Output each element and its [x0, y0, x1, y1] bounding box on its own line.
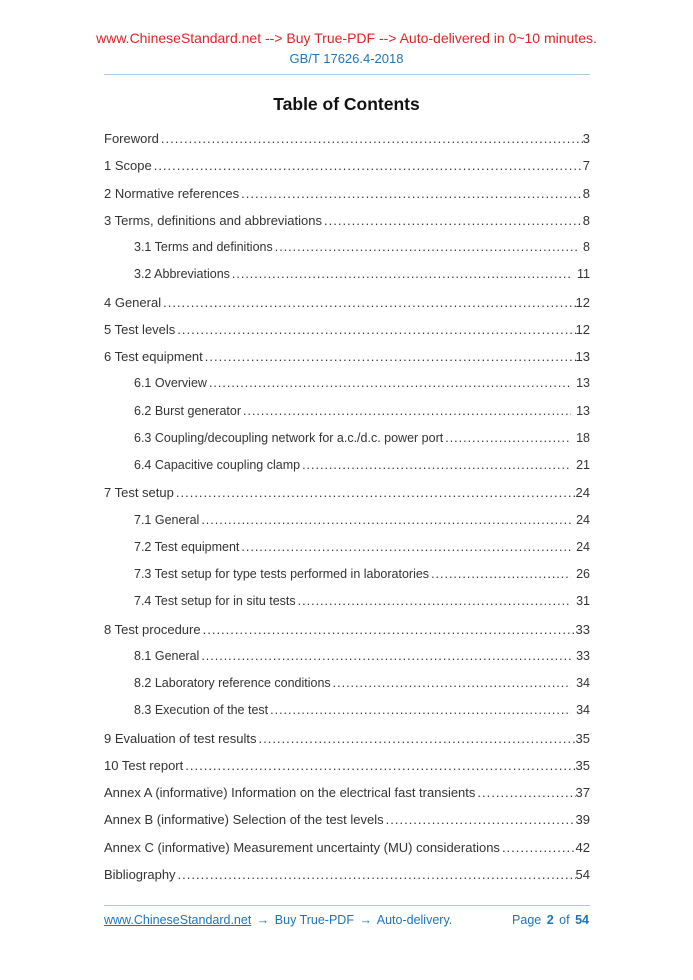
toc-page-number: 12 — [575, 321, 590, 337]
toc-dot-leader — [163, 289, 575, 316]
toc-entry-label: 8.1 General — [134, 648, 200, 663]
toc-row[interactable] — [104, 452, 590, 479]
toc-dot-leader — [154, 152, 583, 179]
toc-page-number: 11 — [577, 267, 590, 282]
toc-entry-label: Annex C (informative) Measurement uncertainty (MU) considerations — [104, 839, 500, 855]
page-label: Page — [512, 913, 542, 927]
toc-row[interactable] — [104, 507, 590, 534]
toc-dot-leader — [209, 370, 571, 397]
toc-dot-leader — [201, 507, 571, 534]
arrow-icon: → — [359, 913, 372, 927]
toc-row[interactable] — [104, 261, 590, 288]
toc-entry-label: 6.1 Overview — [134, 376, 207, 391]
promo-banner: www.ChineseStandard.net --> Buy True-PDF --> Auto-delivered in 0~10 minutes. — [96, 30, 597, 46]
toc-page-number: 24 — [576, 512, 590, 527]
toc-dot-leader — [203, 616, 576, 643]
toc-row[interactable] — [104, 725, 590, 752]
toc-dot-leader — [298, 588, 571, 615]
toc-page-number: 13 — [576, 376, 590, 391]
toc-entry-label: 8.3 Execution of the test — [134, 703, 269, 718]
toc-row[interactable] — [104, 180, 590, 207]
toc-entry-label: 6.2 Burst generator — [134, 403, 242, 418]
toc-row[interactable] — [104, 779, 590, 806]
toc-entry-label: Annex B (informative) Selection of the test levels — [104, 812, 384, 828]
toc-page-number: 18 — [576, 430, 590, 445]
toc-row[interactable] — [104, 752, 590, 779]
toc-row[interactable] — [104, 343, 590, 370]
toc-entry-label: 4 General — [104, 294, 162, 310]
footer — [104, 913, 590, 927]
toc-page-number: 35 — [575, 757, 590, 773]
toc-entry-label: 8.2 Laboratory reference conditions — [134, 676, 331, 690]
toc-dot-leader — [185, 752, 575, 779]
toc-dot-leader — [502, 834, 576, 861]
toc-page-number: 13 — [576, 403, 590, 418]
toc-page-number: 24 — [575, 485, 590, 501]
toc-page-number: 8 — [582, 212, 590, 228]
header-divider — [104, 74, 590, 75]
toc-dot-leader — [386, 806, 576, 833]
page-indicator — [511, 913, 590, 927]
page-of-label: of — [559, 913, 570, 927]
toc-row[interactable] — [104, 561, 590, 588]
toc-page-number: 26 — [576, 567, 590, 581]
page-total: 54 — [575, 913, 589, 927]
toc-dot-leader — [431, 561, 571, 588]
footer-delivery-text: Auto-delivery. — [376, 913, 453, 927]
toc-page-number: 34 — [576, 676, 590, 690]
footer-divider — [104, 905, 590, 906]
toc-entry-label: 5 Test levels — [104, 321, 176, 337]
toc-page-number: 54 — [575, 866, 590, 882]
toc-page-number: 8 — [582, 185, 590, 201]
toc-dot-leader — [445, 425, 571, 452]
toc-dot-leader — [241, 534, 571, 561]
toc-entry-label: 7.2 Test equipment — [134, 539, 240, 554]
footer-buy-text: Buy True-PDF — [274, 913, 354, 927]
toc-page-number: 35 — [575, 730, 590, 746]
doc-number: GB/T 17626.4-2018 — [289, 51, 404, 66]
page-current: 2 — [546, 913, 554, 927]
toc-dot-leader — [270, 697, 571, 724]
toc-entry-label: Foreword — [104, 131, 159, 146]
toc-dot-leader — [241, 180, 583, 207]
footer-link[interactable]: www.ChineseStandard.net — [104, 913, 252, 927]
arrow-icon: → — [256, 913, 270, 927]
toc-page-number: 42 — [575, 839, 590, 855]
toc-page-number: 7 — [582, 158, 590, 174]
toc-row[interactable] — [104, 588, 590, 615]
toc-dot-leader — [275, 234, 578, 261]
toc-entry-label: 10 Test report — [104, 757, 184, 773]
toc-dot-leader — [205, 343, 576, 370]
toc-row[interactable] — [104, 670, 590, 697]
toc-row[interactable] — [104, 479, 590, 506]
toc-row[interactable] — [104, 616, 590, 643]
toc-page-number: 33 — [575, 621, 590, 637]
toc-entry-label: Bibliography — [104, 866, 176, 882]
toc-entry-label: 6.4 Capacitive coupling clamp — [134, 458, 301, 472]
toc-entry-label: 3.1 Terms and definitions — [134, 240, 273, 254]
toc-dot-leader — [302, 452, 571, 479]
toc-entry-label: 9 Evaluation of test results — [104, 730, 257, 746]
toc-entry-label: 3.2 Abbreviations — [134, 267, 230, 282]
toc-entry-label: 8 Test procedure — [104, 621, 201, 637]
toc-dot-leader — [324, 207, 583, 234]
toc-page-number: 12 — [575, 294, 590, 310]
toc-dot-leader — [176, 479, 576, 506]
toc-row[interactable] — [104, 834, 590, 861]
toc-page-number: 3 — [582, 131, 590, 146]
toc-entry-label: 3 Terms, definitions and abbreviations — [104, 212, 322, 228]
toc-dot-leader — [177, 316, 575, 343]
toc-page-number: 33 — [576, 648, 590, 663]
toc-dot-leader — [243, 398, 571, 425]
toc-row[interactable] — [104, 534, 590, 561]
toc-page-number: 8 — [583, 240, 590, 254]
toc-row[interactable] — [104, 697, 590, 724]
toc-page-number: 13 — [575, 349, 590, 364]
toc-row[interactable] — [104, 861, 590, 888]
toc-page-number: 21 — [576, 458, 590, 472]
toc-row[interactable] — [104, 289, 590, 316]
toc-row[interactable] — [104, 125, 590, 152]
toc-dot-leader — [178, 861, 576, 888]
toc-row[interactable] — [104, 806, 590, 833]
toc-entry-label: 7.3 Test setup for type tests performed in laboratories — [134, 567, 430, 581]
toc-entry-label: 1 Scope — [104, 158, 152, 174]
toc-dot-leader — [258, 725, 575, 752]
toc-entry-label: Annex A (informative) Information on the electrical fast transients — [104, 785, 476, 800]
toc-dot-leader — [477, 779, 575, 806]
toc-row[interactable] — [104, 398, 590, 425]
toc-list — [104, 125, 590, 888]
toc-dot-leader — [333, 670, 571, 697]
toc-page-number: 34 — [576, 703, 590, 718]
toc-row[interactable] — [104, 234, 590, 261]
toc-entry-label: 2 Normative references — [104, 185, 240, 201]
toc-dot-leader — [161, 125, 583, 152]
toc-row[interactable] — [104, 152, 590, 179]
toc-entry-label: 7.1 General — [134, 512, 200, 527]
toc-entry-label: 6 Test equipment — [104, 349, 203, 364]
toc-entry-label: 7 Test setup — [104, 485, 174, 501]
toc-page-number: 37 — [575, 785, 590, 800]
toc-page-number: 39 — [575, 812, 590, 828]
page-title: Table of Contents — [273, 94, 420, 114]
toc-entry-label: 6.3 Coupling/decoupling network for a.c./d.c. power port — [134, 430, 444, 445]
toc-dot-leader — [232, 261, 572, 288]
toc-entry-label: 7.4 Test setup for in situ tests — [134, 594, 296, 609]
toc-row[interactable] — [104, 370, 590, 397]
toc-page-number: 24 — [576, 539, 590, 554]
footer-promo — [104, 913, 454, 927]
toc-row[interactable] — [104, 425, 590, 452]
toc-row[interactable] — [104, 316, 590, 343]
toc-row[interactable] — [104, 643, 590, 670]
toc-row[interactable] — [104, 207, 590, 234]
toc-page-number: 31 — [576, 594, 590, 609]
toc-dot-leader — [201, 643, 571, 670]
